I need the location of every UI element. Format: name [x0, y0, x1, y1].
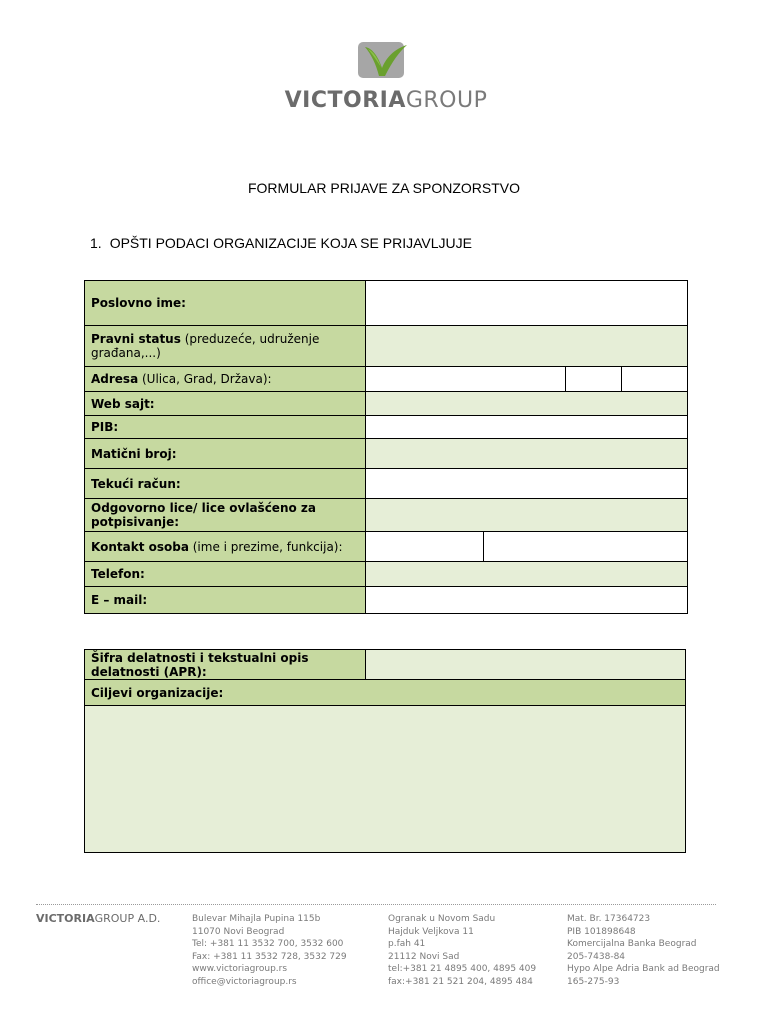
table-row: [85, 367, 688, 392]
pib-field[interactable]: [366, 416, 688, 439]
field-label-authorized-person: Odgovorno lice/ lice ovlašćeno za potpisivanje:: [85, 499, 366, 532]
footer-mat-number: Mat. Br. 17364723: [567, 914, 651, 924]
table-row: [85, 439, 688, 469]
address-city-field[interactable]: [566, 367, 622, 392]
table-row: [85, 706, 686, 853]
organization-data-table: [84, 280, 688, 614]
footer-bank2-name: Hypo Alpe Adria Bank ad Beograd: [567, 964, 720, 975]
contact-name-field[interactable]: [366, 532, 484, 562]
footer-email-link[interactable]: office@victoriagroup.rs: [192, 976, 297, 987]
bank-account-field[interactable]: [366, 469, 688, 499]
company-logo: [276, 42, 496, 114]
logo-wordmark: VICTORIAGROUP: [284, 88, 488, 113]
table-row: [85, 532, 688, 562]
field-label-registration-number: Matični broj:: [85, 439, 366, 469]
footer-branch-postal: 21112 Novi Sad: [388, 951, 460, 962]
address-street-field[interactable]: [366, 367, 566, 392]
table-row: [85, 499, 688, 532]
footer-head-office-info: [192, 913, 347, 989]
field-label-website: Web sajt:: [85, 392, 366, 416]
table-row: [85, 650, 686, 680]
footer-branch-phone: tel:+381 21 4895 400, 4895 409: [388, 964, 537, 975]
field-label-contact-person: Kontakt osoba (ime i prezime, funkcija):: [85, 532, 366, 562]
field-label-address: Adresa (Ulica, Grad, Država):: [85, 367, 366, 392]
field-label-phone: Telefon:: [85, 562, 366, 587]
footer-registration-info: [567, 913, 720, 989]
footer-branch-address: Hajduk Veljkova 11: [388, 926, 474, 937]
legal-status-field[interactable]: [366, 326, 688, 367]
field-label-bank-account: Tekući račun:: [85, 469, 366, 499]
footer-phone-line: Tel: +381 11 3532 700, 3532 600: [192, 939, 344, 950]
table-row: [85, 326, 688, 367]
document-title: FORMULAR PRIJAVE ZA SPONZORSTVO: [247, 180, 520, 196]
victoria-leaf-logo-icon: [358, 42, 408, 78]
footer-branch-info: [388, 913, 536, 989]
activity-code-field[interactable]: [366, 650, 686, 680]
organization-goals-textarea[interactable]: [85, 706, 686, 853]
field-label-organization-goals: Ciljevi organizacije:: [85, 680, 686, 706]
footer-branch-fax: fax:+381 21 521 204, 4895 484: [388, 976, 533, 987]
footer-postal-line: 11070 Novi Beograd: [192, 926, 285, 937]
footer-branch-pobox: p.fah 41: [388, 939, 426, 950]
table-row: [85, 680, 686, 706]
field-label-activity-code: Šifra delatnosti i tekstualni opis delatnosti (APR):: [85, 650, 366, 680]
footer-bank2-account: 165-275-93: [567, 976, 620, 987]
table-row: [85, 281, 688, 326]
section-heading: 1. OPŠTI PODACI ORGANIZACIJE KOJA SE PRIJAVLJUJE: [90, 235, 472, 251]
footer-website-link[interactable]: www.victoriagroup.rs: [192, 964, 288, 975]
registration-number-field[interactable]: [366, 439, 688, 469]
email-field[interactable]: [366, 587, 688, 614]
table-row: [85, 469, 688, 499]
footer-branch-name: Ogranak u Novom Sadu: [388, 914, 496, 924]
footer-bank-name: Komercijalna Banka Beograd: [567, 939, 697, 950]
activity-table: [84, 649, 686, 853]
footer-pib-number: PIB 101898648: [567, 926, 636, 937]
field-label-legal-status: Pravni status (preduzeće, udruženje građana,...): [85, 326, 366, 367]
table-row: [85, 392, 688, 416]
contact-function-field[interactable]: [484, 532, 688, 562]
footer-divider: [36, 904, 716, 905]
field-label-business-name: Poslovno ime:: [85, 281, 366, 326]
footer-company-name: VICTORIAGROUP A.D.: [36, 912, 161, 925]
phone-field[interactable]: [366, 562, 688, 587]
authorized-person-field[interactable]: [366, 499, 688, 532]
address-country-field[interactable]: [622, 367, 688, 392]
footer-fax-line: Fax: +381 11 3532 728, 3532 729: [192, 951, 347, 962]
business-name-field[interactable]: [366, 281, 688, 326]
website-field[interactable]: [366, 392, 688, 416]
field-label-pib: PIB:: [85, 416, 366, 439]
field-label-email: E – mail:: [85, 587, 366, 614]
table-row: [85, 416, 688, 439]
footer-bank-account: 205-7438-84: [567, 951, 626, 962]
footer-address-line: Bulevar Mihajla Pupina 115b: [192, 914, 321, 924]
table-row: [85, 562, 688, 587]
table-row: [85, 587, 688, 614]
